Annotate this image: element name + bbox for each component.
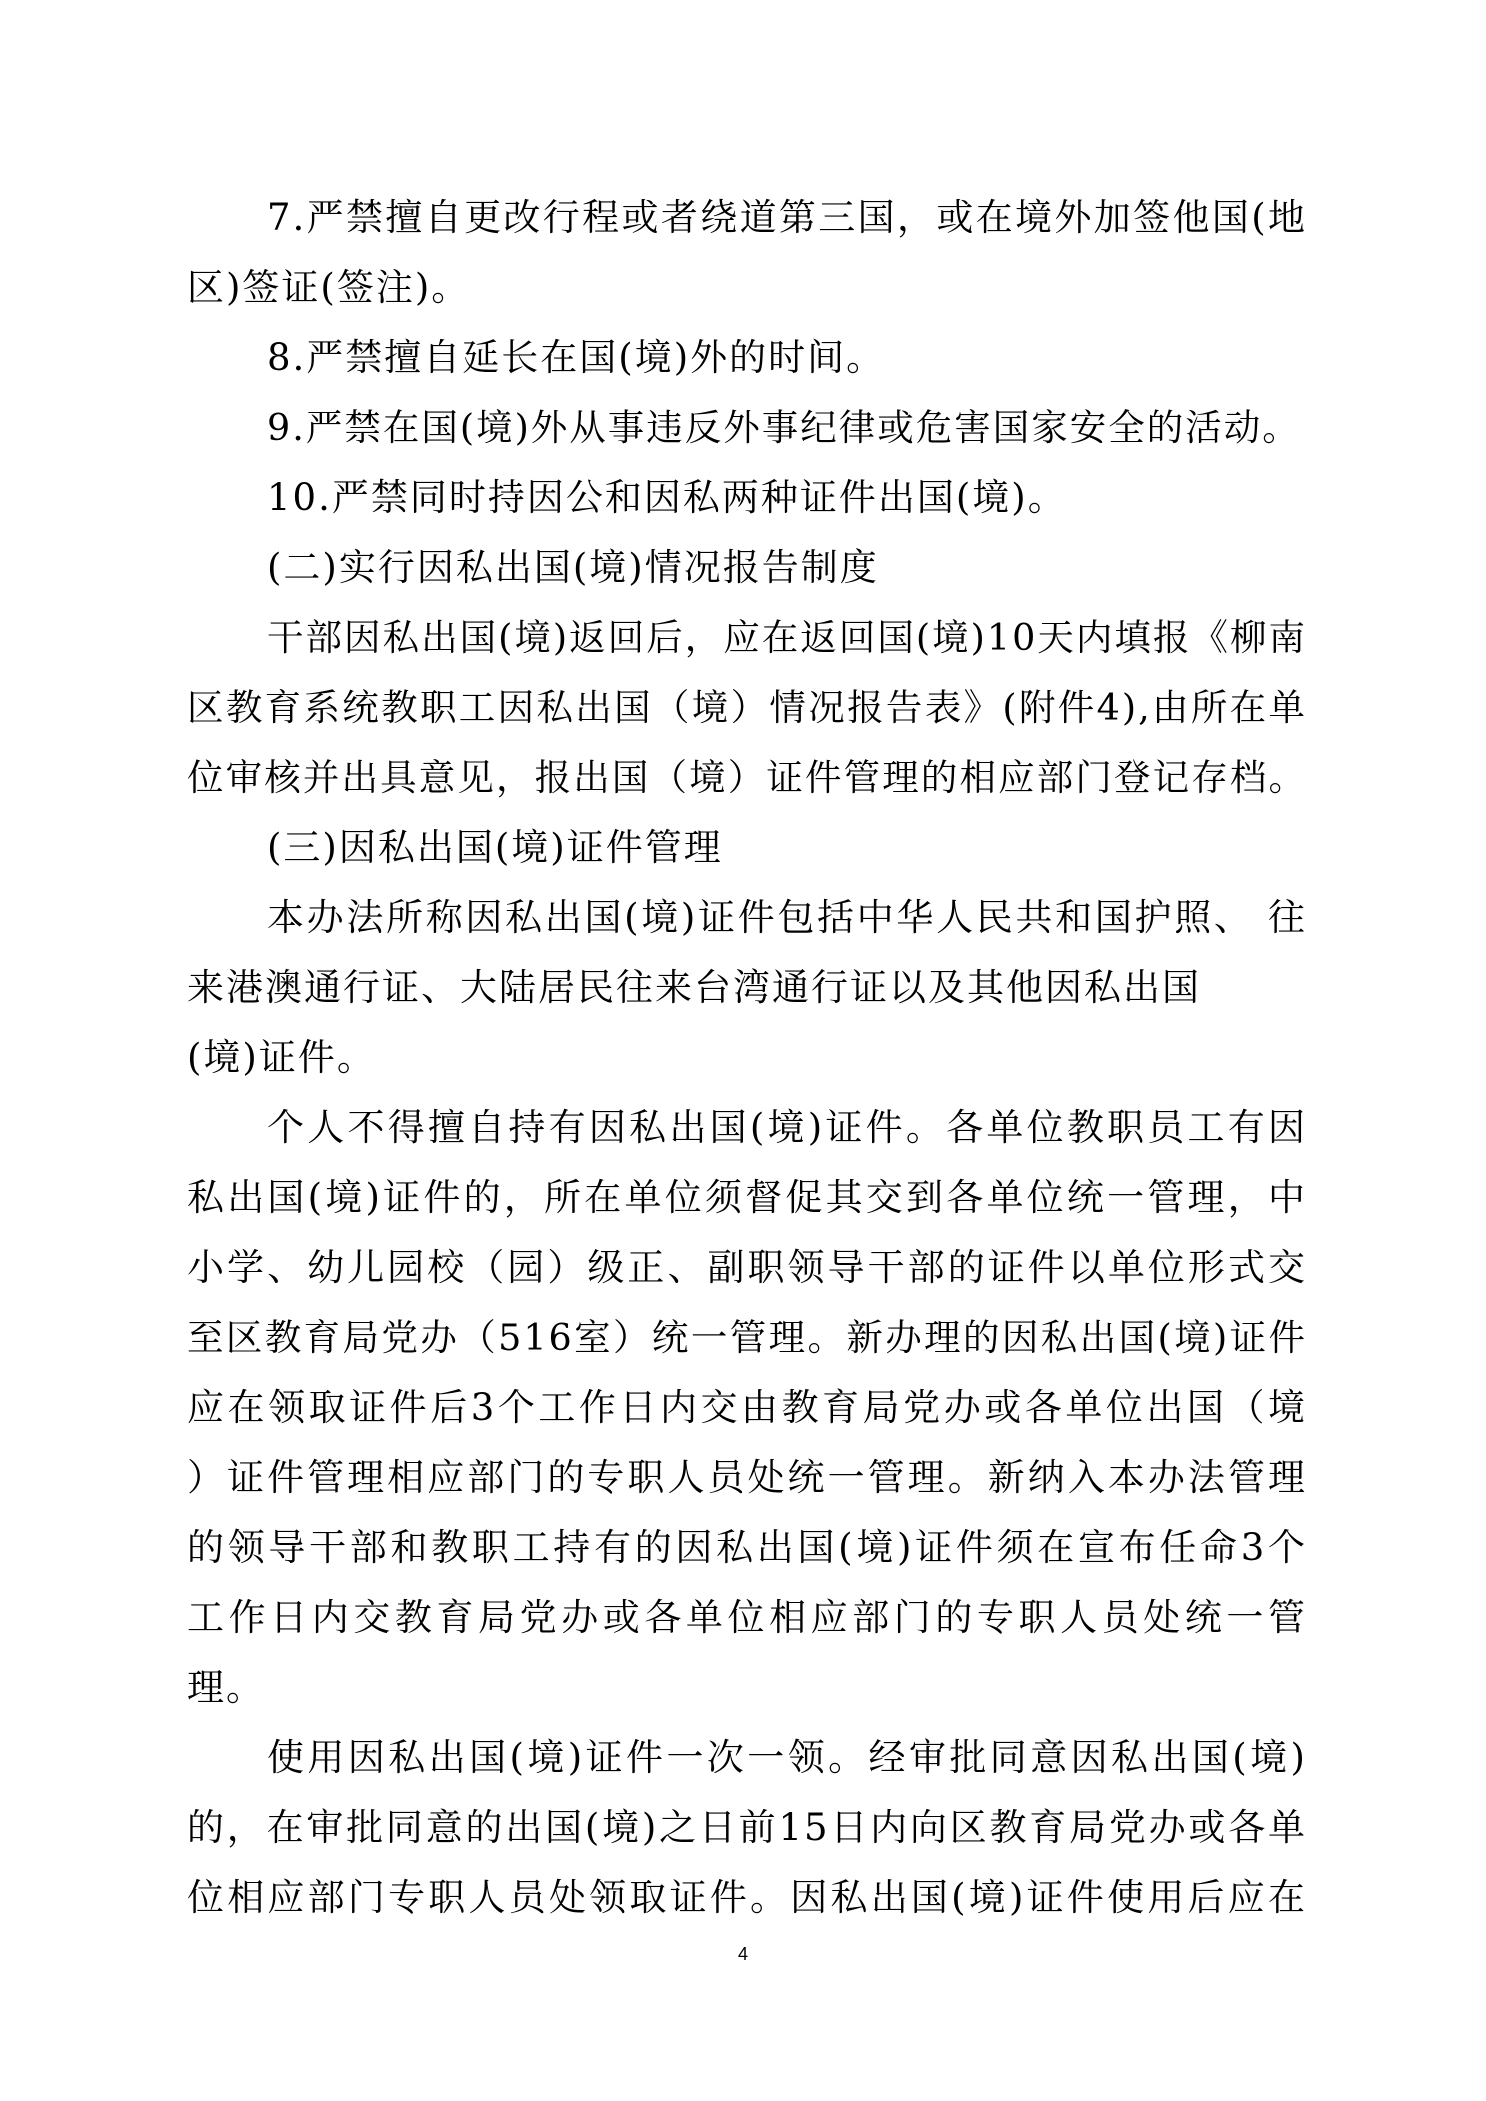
text-line: 个人不得擅自持有因私出国(境)证件。各单位教职员工有因 — [267, 1106, 1307, 1149]
text-line: 9.严禁在国(境)外从事违反外事纪律或危害国家安全的活动。 — [267, 406, 1301, 449]
text-line: 使用因私出国(境)证件一次一领。经审批同意因私出国(境) — [267, 1736, 1307, 1779]
text-line: 区)签证(签注)。 — [187, 266, 471, 309]
text-line: 来港澳通行证、大陆居民往来台湾通行证以及其他因私出国 — [187, 966, 1201, 1009]
text-line: 的，在审批同意的出国(境)之日前15日内向区教育局党办或各单 — [187, 1806, 1307, 1849]
text-line: 8.严禁擅自延长在国(境)外的时间。 — [267, 336, 886, 379]
page-number: 4 — [737, 1944, 748, 1964]
text-line: 工作日内交教育局党办或各单位相应部门的专职人员处统一管 — [187, 1596, 1307, 1639]
text-line: 10.严禁同时持因公和因私两种证件出国(境)。 — [267, 476, 1067, 519]
text-line: 小学、幼儿园校（园）级正、副职领导干部的证件以单位形式交 — [187, 1246, 1307, 1289]
text-line: 本办法所称因私出国(境)证件包括中华人民共和国护照、 往 — [267, 896, 1307, 939]
text-line: 7.严禁擅自更改行程或者绕道第三国，或在境外加签他国(地 — [267, 196, 1307, 239]
text-line: 干部因私出国(境)返回后，应在返回国(境)10天内填报《柳南 — [267, 616, 1307, 659]
text-line: 的领导干部和教职工持有的因私出国(境)证件须在宣布任命3个 — [187, 1526, 1307, 1569]
text-line: (境)证件。 — [187, 1036, 376, 1079]
text-line: 私出国(境)证件的，所在单位须督促其交到各单位统一管理，中 — [187, 1176, 1307, 1219]
text-line: ）证件管理相应部门的专职人员处统一管理。新纳入本办法管理 — [187, 1456, 1307, 1499]
text-line: 至区教育局党办（516室）统一管理。新办理的因私出国(境)证件 — [187, 1316, 1307, 1359]
section-heading: (三)因私出国(境)证件管理 — [267, 826, 723, 869]
section-heading: (二)实行因私出国(境)情况报告制度 — [267, 546, 879, 589]
text-line: 理。 — [187, 1666, 265, 1709]
text-line: 位审核并出具意见，报出国（境）证件管理的相应部门登记存档。 — [187, 756, 1307, 799]
text-line: 位相应部门专职人员处领取证件。因私出国(境)证件使用后应在 — [187, 1876, 1307, 1919]
text-line: 应在领取证件后3个工作日内交由教育局党办或各单位出国（境 — [187, 1386, 1307, 1429]
text-line: 区教育系统教职工因私出国（境）情况报告表》(附件4),由所在单 — [187, 686, 1307, 729]
